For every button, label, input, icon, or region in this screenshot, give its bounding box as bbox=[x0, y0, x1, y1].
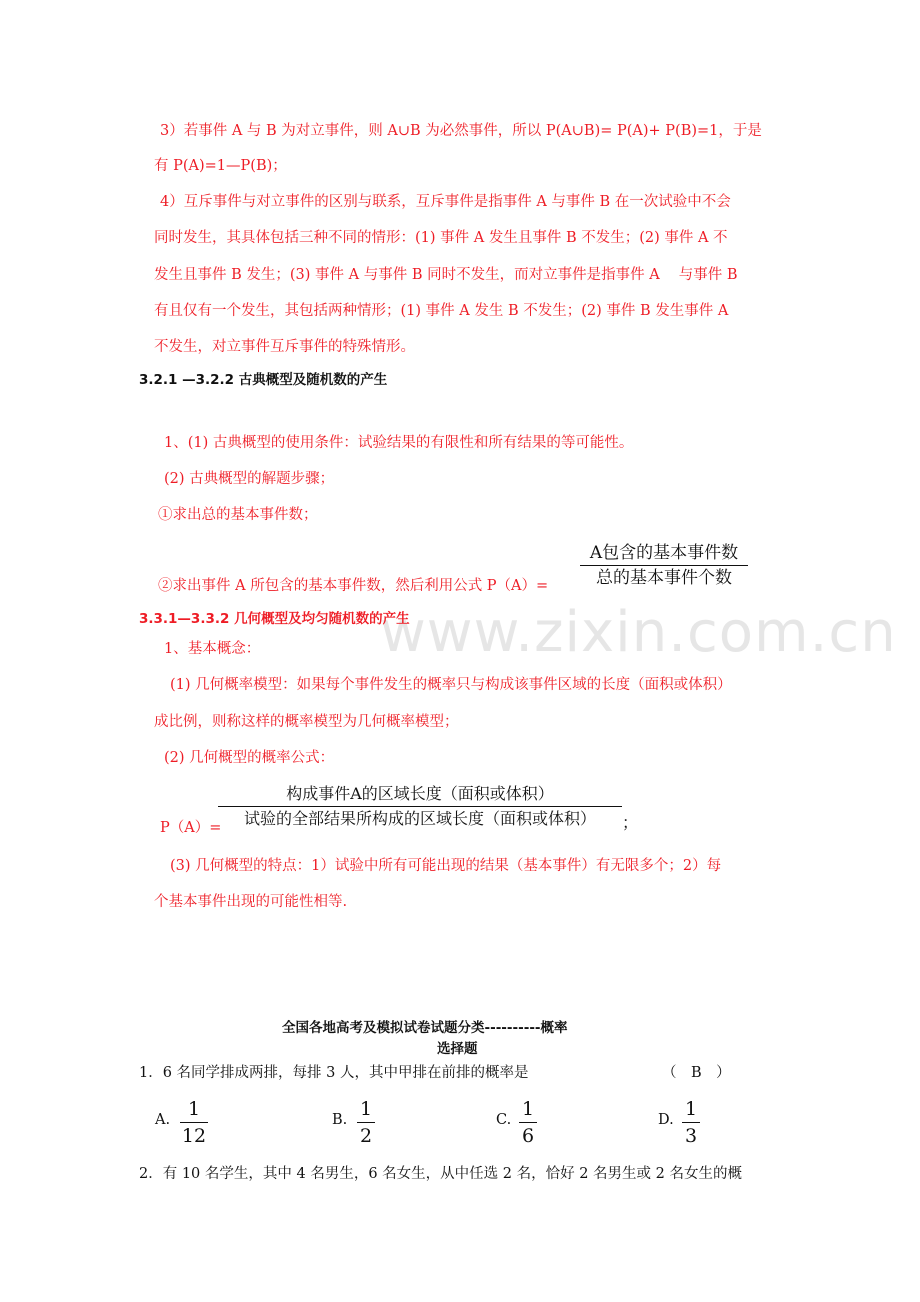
option-c-label: C. bbox=[496, 1112, 512, 1128]
option-d-fraction bbox=[682, 1097, 700, 1148]
text-line: 发生且事件 B 发生；(3) 事件 A 与事件 B 同时不发生，而对立事件是指事件 A 与事件 B bbox=[154, 267, 738, 283]
text-line: 有 P(A)=1—P(B)； bbox=[154, 158, 287, 174]
text-line: 1、(1) 古典概型的使用条件：试验结果的有限性和所有结果的等可能性。 bbox=[164, 435, 634, 451]
option-numerator: 1 bbox=[521, 1098, 535, 1120]
option-numerator: 1 bbox=[187, 1098, 201, 1120]
fraction-bar bbox=[357, 1122, 375, 1123]
text-line: (1) 几何概率模型：如果每个事件发生的概率只与构成该事件区域的长度（面积或体积） bbox=[170, 677, 732, 693]
fraction-bar bbox=[519, 1122, 537, 1123]
text-line: 1、基本概念： bbox=[164, 641, 261, 657]
text-line: 个基本事件出现的可能性相等. bbox=[154, 894, 348, 910]
section-heading: 3.3.1—3.3.2 几何概型及均匀随机数的产生 bbox=[139, 611, 410, 627]
text-line: 成比例，则称这样的概率模型为几何概率模型； bbox=[154, 714, 459, 730]
question-2: 2．有 10 名学生，其中 4 名男生，6 名女生，从中任选 2 名，恰好 2 名男生或 2 名女生的概 bbox=[139, 1166, 743, 1182]
option-a-label: A. bbox=[155, 1112, 171, 1128]
question-1-answer: （ B ） bbox=[662, 1065, 731, 1081]
option-numerator: 1 bbox=[684, 1098, 698, 1120]
option-numerator: 1 bbox=[359, 1098, 373, 1120]
fraction-bar bbox=[682, 1122, 700, 1123]
text-line: ②求出事件 A 所包含的基本事件数，然后利用公式 P（A）= bbox=[158, 578, 549, 594]
text-line: 3）若事件 A 与 B 为对立事件，则 A∪B 为必然事件，所以 P(A∪B)= P(A)+ P(B)=1，于是 bbox=[160, 123, 762, 139]
section-heading: 3.2.1 —3.2.2 古典概型及随机数的产生 bbox=[139, 372, 388, 388]
classical-probability-formula bbox=[580, 541, 748, 590]
watermark: www.zixin.com.cn bbox=[380, 600, 897, 665]
option-c-fraction bbox=[519, 1097, 537, 1148]
exam-subtitle: 选择题 bbox=[437, 1041, 478, 1057]
text-line: (2) 古典概型的解题步骤； bbox=[164, 471, 335, 487]
text-line: (2) 几何概型的概率公式： bbox=[164, 750, 335, 766]
geometric-probability-formula bbox=[218, 782, 622, 831]
text-line: ①求出总的基本事件数； bbox=[158, 507, 318, 523]
option-denominator: 2 bbox=[359, 1125, 373, 1147]
option-b-fraction bbox=[357, 1097, 375, 1148]
formula-denominator: 试验的全部结果所构成的区域长度（面积或体积） bbox=[243, 809, 596, 828]
formula-suffix: ； bbox=[622, 813, 639, 832]
question-1: 1．6 名同学排成两排，每排 3 人，其中甲排在前排的概率是 bbox=[139, 1065, 529, 1081]
formula-denominator: 总的基本事件个数 bbox=[596, 568, 732, 588]
fraction-bar bbox=[180, 1122, 208, 1123]
option-denominator: 12 bbox=[181, 1125, 207, 1147]
option-b-label: B. bbox=[332, 1112, 348, 1128]
text-line: 不发生，对立事件互斥事件的特殊情形。 bbox=[154, 339, 415, 355]
option-denominator: 6 bbox=[521, 1125, 535, 1147]
option-denominator: 3 bbox=[684, 1125, 698, 1147]
text-line: (3) 几何概型的特点：1）试验中所有可能出现的结果（基本事件）有无限多个；2）每 bbox=[170, 858, 722, 874]
text-line: 4）互斥事件与对立事件的区别与联系，互斥事件是指事件 A 与事件 B 在一次试验中不会 bbox=[160, 194, 731, 210]
formula-numerator: A包含的基本事件数 bbox=[589, 543, 739, 563]
text-line: 有且仅有一个发生，其包括两种情形；(1) 事件 A 发生 B 不发生；(2) 事件 B 发生事件 A bbox=[154, 303, 729, 319]
text-line: 同时发生，其具体包括三种不同的情形：(1) 事件 A 发生且事件 B 不发生；(2) 事件 A 不 bbox=[154, 230, 728, 246]
option-d-label: D. bbox=[658, 1112, 674, 1128]
formula-prefix: P（A）= bbox=[160, 820, 222, 836]
formula-numerator: 构成事件A的区域长度（面积或体积） bbox=[286, 784, 554, 803]
option-a-fraction bbox=[180, 1097, 208, 1148]
exam-title: 全国各地高考及模拟试卷试题分类----------概率 bbox=[282, 1020, 568, 1036]
